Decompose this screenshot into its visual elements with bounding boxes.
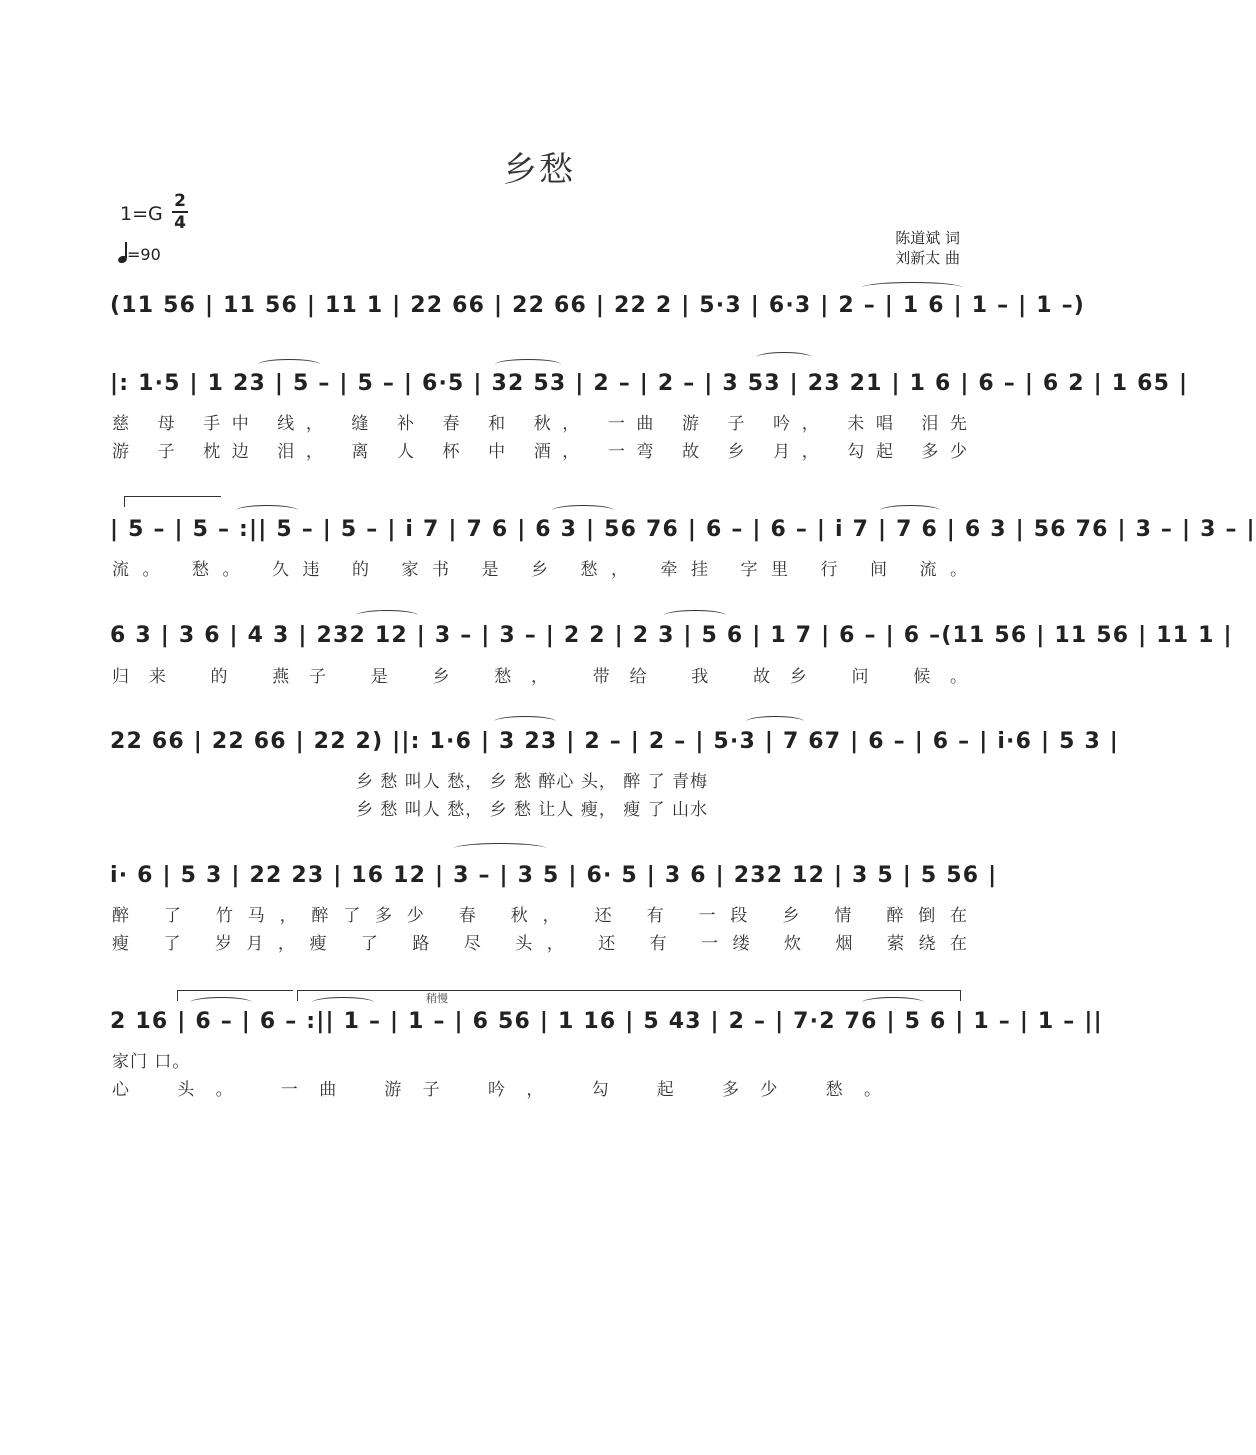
staff-system-1 [110,283,1086,327]
lyric-verse-1: 醉 了 竹马，醉了多少 春 秋， 还 有 一段 乡 情 醉倒在 [112,906,968,926]
staff-system-6 [110,853,998,897]
key-signature: 1=G [120,203,163,225]
notation-line: i· 6 | 5 3 | 22 23 | 16 12 | 3 – | 3 5 | 6· 5 | 3 6 | 232 12 | 3 5 | 5 56 | [110,862,998,888]
lyric-verse-2: 游 子 枕边 泪， 离 人 杯 中 酒， 一弯 故 乡 月， 勾起 多少 [112,442,968,462]
tie-mark [746,716,804,727]
lyric-verse-1: 慈 母 手中 线， 缝 补 春 和 秋， 一曲 游 子 吟， 未唱 泪先 [112,414,968,434]
first-ending-bracket [124,496,221,507]
tie-mark [862,997,924,1008]
time-signature [172,192,188,232]
tie-mark [664,610,726,621]
notation-line: 22 66 | 22 66 | 22 2) ||: 1·6 | 3 23 | 2 – | 2 – | 5·3 | 7 67 | 6 – | 6 – | i·6 | 5 3 | [110,728,1120,754]
composer-credit: 刘新太 曲 [895,249,960,267]
tie-mark [190,997,252,1008]
lyric-verse-2: 乡 愁 叫人 愁， 乡 愁 让人 瘦， 瘦 了 山水 [356,800,709,820]
tie-mark [880,505,940,516]
tempo-marking [118,244,161,264]
tie-mark [552,505,614,516]
tie-mark [862,282,962,293]
lyric-verse-1: 流。 愁。 久违 的 家书 是 乡 愁， 牵挂 字里 行 间 流。 [112,560,968,580]
tie-mark [495,359,561,370]
tempo-change-marking: 稍慢 [426,992,448,1005]
tie-mark [312,997,374,1008]
lyric-verse-1: 归来 的 燕子 是 乡 愁， 带给 我 故乡 问 候。 [112,667,968,687]
lyric-verse-2: 瘦 了 岁月，瘦 了 路 尽 头， 还 有 一缕 炊 烟 萦绕在 [112,934,968,954]
notation-line: | 5 – | 5 – :|| 5 – | 5 – | i 7 | 7 6 | 6 3 | 56 76 | 6 – | 6 – | i 7 | 7 6 | 6 3 | 56 76 | 3 – | 3 – | [110,516,1256,542]
notation-line: |: 1·5 | 1 23 | 5 – | 5 – | 6·5 | 32 53 | 2 – | 2 – | 3 53 | 23 21 | 1 6 | 6 – | 6 2 | 1 65 | [110,370,1189,396]
tie-mark [236,505,298,516]
tie-mark [258,359,320,370]
notation-line: (11 56 | 11 56 | 11 1 | 22 66 | 22 66 | 22 2 | 5·3 | 6·3 | 2 – | 1 6 | 1 – | 1 –) [110,292,1086,318]
note-stem-icon [125,242,127,258]
tie-mark [494,716,556,727]
song-title: 乡愁 [503,150,575,190]
tie-mark [756,352,812,363]
time-signature-top: 2 [174,191,186,211]
notation-line: 6 3 | 3 6 | 4 3 | 232 12 | 3 – | 3 – | 2 2 | 2 3 | 5 6 | 1 7 | 6 – | 6 –(11 56 | 11 56 | 11 1 | [110,622,1233,648]
lyric-verse-1: 家门 口。 [112,1052,191,1072]
tempo-value: =90 [127,245,161,264]
tie-mark [356,610,418,621]
tie-mark [454,843,546,854]
lyric-verse-1: 乡 愁 叫人 愁， 乡 愁 醉心 头， 醉 了 青梅 [356,772,709,792]
staff-system-4 [110,613,1233,657]
lyric-verse-2: 心 头。 一曲 游子 吟， 勾 起 多少 愁。 [112,1080,882,1100]
lyricist-credit: 陈道斌 词 [895,229,960,247]
notation-line: 2 16 | 6 – | 6 – :|| 1 – | 1 – | 6 56 | 1 16 | 5 43 | 2 – | 7·2 76 | 5 6 | 1 – | 1 – || [110,1008,1103,1034]
time-signature-bottom: 4 [174,213,186,233]
